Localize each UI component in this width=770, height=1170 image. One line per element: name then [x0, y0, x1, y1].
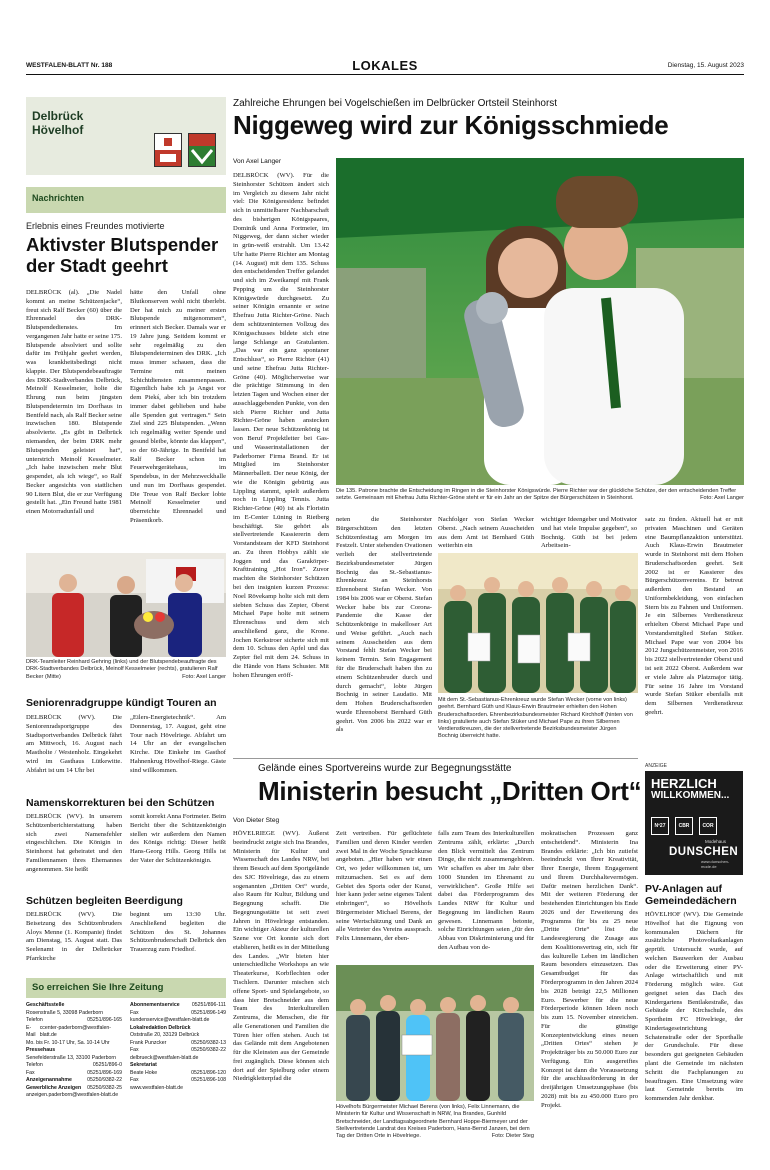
ad-brand: DUNSCHEN: [669, 846, 739, 858]
article-title: Seniorenradgruppe kündigt Touren an: [26, 697, 217, 709]
contact-label: kundenservice@westfalen-blatt.de: [130, 1017, 210, 1024]
ministry-photo-caption: [336, 1104, 534, 1140]
contact-value: 05250/9382-13: [191, 1039, 226, 1046]
article-title-line-1: Aktivster Blutspender: [26, 234, 219, 255]
contact-value: ccenter-paderborn@westfalen-blatt.de: [39, 1024, 112, 1039]
contact-row: [26, 1055, 122, 1063]
contact-label: Fax: [26, 1069, 35, 1076]
contact-row: [26, 1010, 122, 1018]
contact-label: Lokalredaktion Delbrück: [130, 1024, 191, 1031]
article-body-col-1: DELBRÜCK (WV). Die Beisetzung des Schützenbruders Aloys Menne (1. Kompanie) findet am Dienstag, 15. August statt. Das Seelenamt in der Delbrücker Pfarrkirche: [26, 911, 122, 962]
second-article-kicker: Gelände eines Sportvereins wurde zur Begegnungsstätte: [258, 763, 512, 774]
second-article-col-2: Zeit vertreiben. Für geflüchtete Familien und deren Kinder werden zwei Mal in der Woche Sprachkurse angeboten. „Hier haben wir einen Ort, wo jeder willkommen ist, um mitzumachen. Sei es auf dem Gebiet des Sports oder der Kunst, hier kann jeder seine eigenes Talent einbringen“, so Hövelhofs Bürgermeister Michael Berens, der seine Wertschätzung und Dank an alle Vertreter des Vereins aussprach. Felix Linnemann, der eben-: [336, 830, 432, 943]
article-body-col-2: beginnt um 13:30 Uhr. Anschließend begleiten die Schützen des St. Johannes Schützenbruderschaft Delbrück den Trauerzug zum Friedhof.: [130, 911, 226, 954]
honorees-group-photo: [438, 553, 638, 693]
main-article-col-2: neten die Steinhorster Bürgerschützen den letzten Schützenfesttag am Morgen im Festzelt. Unter stehenden Ovationen verlieh der stellvertretende Bezirksbundesmeister Jürgen Bochnig das St.-Sebastianus-Ehrenkreuz an Steinhorsts Ehrenoberst Stefan Wecker. Von 1984 bis 2006 war er Oberst. Stefan Wecker habe bis zur Corona-Pandemie die Kasse der Schützenkönige in makelloser Art und Weise geführt. „Auch nach seinem Ausscheiden aus dem Vorstand fehlt Stefan Wecker bei keinem Termin. Sein Engagement für die Bruderschaft haben ihn zu einem Schützenbruder durch und durch gemacht“, lobte Jürgen Bochnig in seiner Laudatio. Mit dem Hohen Bruderschaftsorden wurde Ehrenoberst Bernhard Güth geehrt. Von 2006 bis 2022 war er als: [336, 516, 432, 734]
article-body-col-2: „Eilers-Energietechnik“. Am Donnerstag, 17. August, geht eine Tour nach Hövelriege. Abfahrt um 14 Uhr an der evangelischen Kirche. Die Einkehr im Gasthof Hahnenkrug Hövelhof-Riege. Gäste sind willkommen.: [130, 714, 226, 774]
contact-value: 05251/896-111: [191, 1002, 226, 1008]
second-article-author: Von Dieter Steg: [233, 817, 280, 824]
contact-label: Mo. bis Fr. 10-17 Uhr, Sa. 10-14 Uhr: [26, 1039, 110, 1046]
contact-row: [26, 1025, 122, 1040]
contact-list-left: [26, 1002, 122, 1100]
contact-row: [26, 1062, 122, 1070]
section-divider: [233, 758, 638, 759]
pv-article-title: PV-Anlagen auf Gemeindedächern: [645, 883, 737, 908]
contact-row: [130, 1085, 226, 1093]
contact-label: Geschäftsstelle: [26, 1002, 65, 1008]
masthead: [26, 57, 744, 75]
ad-subline: Modehaus: [705, 839, 727, 844]
royal-couple-photo: [336, 158, 744, 485]
contact-label: Telefon: [26, 1062, 43, 1069]
delbrueck-crest-icon: [154, 133, 182, 167]
contact-value: 05250/9382-22: [87, 1077, 122, 1084]
contact-label: E-Mail: [26, 1024, 36, 1039]
contact-row: [130, 1010, 226, 1018]
hoevelhof-crest-icon: [188, 133, 216, 167]
contact-label: Gewerbliche Anzeigen: [26, 1084, 82, 1091]
article-body-col-2: hätte den Unfall ohne Blutkonserven wohl nicht überlebt. Der hat mich zu meiner ersten Blutspende mitgenommen“, erinnert sich Becker. Damals war er 19 Jahre jung. Seitdem kommt er sehr regelmäßig zu den Blutspendeterminen des DRK. „Ich muss immer schauen, dass die Termine mit meinen Schichtdiensten zusammenpassen. Eigentlich habe ich ja Angst vor dem Piekś, aber ich bin trotzdem immer dabei geblieben und habe alle Spenden gut vertragen.“ Sein Ziel sind 225 Blutspenden. „Wenn ich regelmäßig weiter Spende und gesund bleibe, könnte das klappen“, so der 60-Jährige. In Bentfeld hat Ralf Becker schon im Feuerwehrgerätehaus, im Spendebus, in der Mehrzweckhalle und nun im Dorfhaus gespendet. Die Treue von Ralf Becker lobte Meinolf Kesselmeier und überreichte Ehrennadel und Präsentkorb.: [130, 289, 226, 524]
ad-url: www.dunschen-mode.de: [701, 859, 730, 870]
second-article-col-4: mokratischen Prozessen ganz entscheidend“. Ministerin Ina Brandes erklärte: „Ich bin zutiefst beeindruckt von Ihrer Kreativität, Ihrer Energie, Ihrem Engagement und Ihrem Durchhaltevermögen. Dafür meinen herzlichen Dank“. Mit der weiteren Förderung der bestehenden Einrichtungen bis Ende 2026 und der Erweiterung des Programms für bis zu 25 neue „Dritte Orte“ löst die Landesregierung die Zusage aus dem Koalitionsvertrag ein, sich für das kulturelle Leben im ländlichen Raum besonders einzusetzen. Das Gesamtbudget für das Förderprogramm in den Jahren 2024 bis 2028 beträgt 22,5 Millionen Euro. Bewerber für die neue Förderperiode können Ideen noch bis zum 15. November einreichen. Für die günstige Konzeptentwicklung eines neuen „Dritten Ortes“ stehen je Projektträger bis zu 50.000 Euro zur Verfügung. Ein ausgereiftes Konzept ist dann die Voraussetzung für die anschlussförderung in der dreijährigen Umsetzungsphase (bis 2028) mit bis zu 450.000 Euro pro Projekt.: [541, 830, 638, 1109]
article-title-line-2: der Stadt geehrt: [26, 254, 168, 276]
brand-logo-icon: Nº27: [651, 817, 669, 835]
local-title-line-1: Delbrück: [32, 109, 84, 123]
contact-label: Telefon: [26, 1017, 43, 1024]
contact-row: [130, 1062, 226, 1070]
second-article-col-3: falls zum Team des Interkulturellen Zentrums zählt, erklärte: „Durch den Blick vermittelt das Zentrum Dinge, die nicht zusammengehören. Wir schaffen es aber im Jahr über 1000 Stunden im Ehrenamt zu verwirklichen“. Große Hilfe sei dabei das Förderprogramm des Landes NRW für Kultur und Begegnung im ländlichen Raum gewesen. Linnemann betonte, solche Einrichtungen seien „für den Abbau von Diskriminierung und für den Aufbau von de-: [438, 830, 534, 951]
article-body-col-2: somit korrekt Anna Fortmeier. Beim Bericht über die Schützenkönigin stellen wir außerdem den Namen des Königs richtig: Dieser heißt Hans-Georg Hills. Georg Hills ist der Vater der Schützenkönigin.: [130, 813, 226, 864]
contact-row: [26, 1047, 122, 1055]
contact-row: [26, 1040, 122, 1048]
ad-headline-line-1: HERZLICH: [651, 776, 717, 791]
contact-row: [130, 1025, 226, 1033]
contact-row: [130, 1002, 226, 1010]
ministry-visit-photo: [336, 965, 534, 1101]
contact-label: Beate Hoke: [130, 1069, 158, 1076]
contact-row: [26, 1092, 122, 1100]
blood-donor-photo: [26, 553, 226, 657]
local-header-box: [26, 97, 226, 175]
contact-row: [130, 1077, 226, 1085]
contact-value: 05251/896-165: [87, 1017, 122, 1024]
contact-label: Frank Punzcker: [130, 1039, 167, 1046]
ad-label: ANZEIGE: [645, 763, 667, 769]
main-photo-credit: Foto: Axel Langer: [700, 495, 744, 502]
group-photo-caption: Mit dem St.-Sebastianus-Ehrenkreuz wurde Stefan Wecker (vorne von links) geehrt. Bernhard Güth und Klaus-Erwin Brautmeier erhielten den Hohen Bruderschaftsorden. Ehrenbezirksbundesmeister Richard Kirchhoff (hinten von links) gratulierte auch Stefan Stüker und Michael Pape zu ihren Silbernen Verdienstkreuzen, die der stellvertretende Bezirksbundesmeister Jürgen Bochnig überreicht hatte.: [438, 697, 633, 740]
contact-list-right: [130, 1002, 226, 1092]
main-article-title: Niggeweg wird zur Königsschmiede: [233, 110, 669, 140]
contact-row: [26, 1002, 122, 1010]
contact-row: [26, 1017, 122, 1025]
contact-row: [26, 1077, 122, 1085]
main-article-kicker: Zahlreiche Ehrungen bei Vogelschießen im Delbrücker Ortsteil Steinhorst: [233, 98, 558, 109]
contact-label: Fax: [130, 1047, 139, 1054]
contact-label: Abonnementservice: [130, 1002, 180, 1008]
ad-headline-line-2: WILLKOMMEN...: [651, 789, 730, 801]
main-article-col-5: satz zu finden. Aktuell hat er mit privaten Maschinen und Geräten eine Baumpflanzaktion unterstützt. Auch Klaus-Erwin Brautmeier wurde in Steinhorst mit dem Hohen Bruderschaftsorden geehrt. Seit 2002 ist er Kassierer des Bürgerschützenvereins. Er betreut außerdem den Bestand an Uniformbekleidung, von einfachen Stern bis zu Fahnen und Uniformen. Je ein Silbernes Verdienstkreuz erhielten Oberst Michael Pape und Vorstandsmitglied Stefan Stüker. Michael Pape war von 2004 bis 2012 Jungschützenmeister, von 2016 bis 2022 stellvertretender Oberst und ist seit 2022 Oberst. Außerdem war er viele Jahre als Platzmajor tätig. Für seine 16 Jahre im Vorstand wurde Stefan Stüker ebenfalls mit dem Silbernen Verdienstkreuz geehrt.: [645, 516, 743, 716]
contact-value: 05250/9382-22: [191, 1047, 226, 1054]
main-article-col-1: DELBRÜCK (WV). Für die Steinhorster Schützen ändert sich im Vergleich zu diesem Jahr nicht viel: Die Königsresidenz befindet sich in unmittelbarer Nachbarschaft des bisherigen Königspaares, Dominik und Anna Fortmeier, im Niggeweg, der dann sicher wieder in grün-weiß erstrahlt. Um 13.42 Uhr hatte Pierre Richter am Montag (14. August) mit dem 135. Schuss den entscheidenden Treffer gelandet und sich im Zweikampf mit Frank Pepping um die Steinhorster Königswürde durchgesetzt. Zu seiner Königin ernannte er seine Ehefrau Jutta Richter-Gröne. Nach dem schützeninternen Vollzug des Königsschusses bildete sich eine lange Schlange an Gratulanten. „Das war ein ganz spontaner Entschluss“, so Pierre Richter (41) und seine Ehefrau Jutta Richter-Gröne (40). Möglicherweise war die prächtige Stimmung in den letzten Tagen und Wochen einer der ausschlaggebenden Punkte, von den sich Pierre Richter und Jutta Richter-Gröne haben anstecken lassen. Der neue Schützenkönig ist von Beruf Projektleiter bei Gas- und Wasserinstallationen der Paderborner Firma Brand. Er ist Mitglied im Steinhorster Männerballett. Der neue König, der wie die Königin gebürtig aus Lippling stammt, spielt außerdem noch in Lippling Tennis. Jutta Richter-Gröne (40) ist als Floristin im E-Center Lüning in Rietberg beschäftigt. Sie gehört als stellvertretende Kassiererin dem Vorstandsteam der KFD Steinhorst an. Zu ihren Hobbys zählt sie Joggen und das Garakörper-Krafttraining „Hot Iron“. Zuvor machten die Steinhorster Schützen bei den insignien kurzen Prozess: Noel Rövekamp holte sich mit dem siebten Schuss das Zepter, Oberst Michael Pape holte mit seinem Ehrenschuss und dem sich anschließend ganz, die Krone. Jochen Kerkstroer sicherte sich mit dem 10. Schuss den Apfel und das Zepter fiel mit dem 24. Schuss in die Hände von Hans Schuster. Mit hohen Ehrungen eröff-: [233, 172, 329, 679]
article-body-col-1: DELBRÜCK (al). „Die Nadel kommt an meine Schützenjacke“, freut sich Ralf Becker (60) über die Ehrennadel des DRK-Blutspendedienstes. Im vergangenen Jahr hatte er seine 175. Blutspende absolviert und sollte dafür im Frühjahr geehrt werden, was krankheitsbedingt nicht klappte. Der Blutspendebeauftragte des DRK-Stadtverbandes Delbrück, Meinolf Kesselmeier, holte die Ehrung nun beim jüngsten Blutspendetermin im Dorfhaus in Bentfeld nach, als Ralf Becker seine inzwischen 180. Blutspende absolvierte. „Es gibt in Delbrück niemanden, der beim DRK mehr Blutspenden geleistet hat“, unterstrich Meinolf Kesselmeier. „Ich habe inzwischen mehr Blut gespendet, als ich wiege“, so Ralf Becker angesichts von stattlichen 90 Litern Blut, die er zur Verfügung gestellt hat. „Ein Freund hatte 1981 einen Motorradunfall und: [26, 289, 122, 516]
masthead-section: LOKALES: [352, 58, 418, 73]
brand-logo-icon: COR: [699, 817, 717, 835]
contact-value: 05251/896-120: [191, 1069, 226, 1076]
contact-row: [26, 1070, 122, 1078]
main-photo-caption-text: Die 135. Patrone brachte die Entscheidung im Ringen in die Steinhorster Königswürde. Pierre Richter war der glückliche Schütze, der den entscheidenden Treffer setzte. Gemeinsam mit Ehefrau Jutta Richter-Gröne steht er für ein Jahr an der Spitze der Bürgerschützen in Steinhorst.: [336, 488, 737, 502]
local-title: [32, 109, 83, 138]
contact-label: Sekretariat: [130, 1062, 157, 1069]
article-title: [26, 235, 226, 276]
photo-caption-text: DRK-Teamleiter Reinhard Gehring (links) und der Blutspendebeauftragte des DRK-Stadtverbandes Delbrück, Meinolf Kesselmeier (rechts), gratulieren Ralf Becker (Mitte): [26, 659, 218, 680]
photo-credit: Foto: Axel Langer: [182, 673, 226, 680]
ad-headline: [651, 777, 729, 801]
contact-label: Senefelderstraße 13, 33100 Paderborn: [26, 1054, 116, 1061]
contact-label: delbrueck@westfalen-blatt.de: [130, 1054, 199, 1061]
contact-label: www.westfalen-blatt.de: [130, 1084, 184, 1091]
article-body-col-1: DELBRÜCK (WV). Die Seniorenradsportgruppe des Stadtsportverbandes Delbrück fährt am Mittwoch, 16. August nach Mastholte / Westenholz. Eingekehrt wird im Gasthaus Lütkewitte. Abfahrt ist um 14 Uhr bei: [26, 714, 122, 774]
article-title: Namenskorrekturen bei den Schützen: [26, 797, 215, 809]
article-kicker: Erlebnis eines Freundes motivierte: [26, 221, 165, 231]
contact-value: 05251/896-0: [92, 1062, 122, 1069]
contact-label: Rosenstraße 5, 33098 Paderborn: [26, 1009, 103, 1016]
second-article-col-1: HÖVELRIEGE (WV). Äußerst beeindruckt zeigte sich Ina Brandes, Ministerin für Kultur und Wissenschaft des Landes NRW, bei ihrem Besuch auf dem Sportgelände des SJC Hövelriege, das zu einem sogenannten „Dritten Ort“ wurde, also Raum für Kultur, Bildung und Begegnung schafft. Die Begegnungsstätte ist seit zwei Jahren in Hövelriege entstanden. Ein wichtiger Akteur der kulturellen Szene vor Ort konnte sich dort etablieren, heißt es in der Mitteilung des Landes. „Wir bieten hier unterschiedliche Workshops an wie Theaterkurse, Korbflechten oder Tischlern. Darunter mischen sich offene Sport- und Spielangebote, so dass hier Bretschneider aus dem Team des Interkulturellen Zentrums, die Menschen, die für alle Generationen und Familien die Türen hier offen stehen. Auch ist das Gelände mit dem Angebotenen für die Kleinsten aus der Gemeinde frei zugänglich. Diese können sich dort auf der Spielburg oder einem Niedrigkletterpfad die: [233, 830, 329, 1083]
pv-article-body: HÖVELHOF (WV). Die Gemeinde Hövelhof hat die Eignung von kommunalen Dächern für zusätzliche Photovoltaikanlagen geprüft. Untersucht wurde, auf welchen Bauwerken der Ausbau oder die Erweiterung einer PV-Anlage wirtschaftlich und mit Förderung möglich wäre. Gut geeignet seien das Dach des Kindergartens Bentlakestraße, das Gebäude der Kirchschule, des Sportheim FC Hövelriege, der Kindertageseinrichtung Schatenstraße oder der Sporthalle der Grundschule. Für diese besonders gut geeigneten Gebäuden plant die Gemeinde im nächsten Schritt die Fachplanungen zu beauftragen. Eine Umsetzung wäre laut Gemeinde bereits im kommenden Jahr denkbar.: [645, 911, 743, 1103]
contact-section-bar: [26, 978, 226, 998]
dunschen-advertisement[interactable]: [645, 771, 743, 875]
contact-row: [26, 1085, 122, 1093]
contact-value: 05251/896-149: [191, 1009, 226, 1016]
local-title-line-2: Hövelhof: [32, 123, 84, 138]
masthead-issue: WESTFALEN-BLATT Nr. 188: [26, 62, 113, 69]
contact-section-title: So erreichen Sie Ihre Zeitung: [32, 982, 164, 993]
brand-logo-icon: CBR: [675, 817, 693, 835]
contact-row: [130, 1070, 226, 1078]
contact-row: [130, 1055, 226, 1063]
second-article-title: Ministerin besucht „Dritten Ort“: [258, 776, 642, 806]
article-body-col-1: DELBRÜCK (WV). In unserem Schützenberichterstattung haben sich zwei Namensfehler eingeschlichen. Die Königin in Steinhorst hat geheiratet und den Familiennamen ihres Ehemannes angenommen. Sie heißt: [26, 813, 122, 873]
ministry-photo-credit: Foto: Dieter Steg: [491, 1133, 534, 1140]
section-bar-label: Nachrichten: [32, 193, 85, 203]
masthead-date: Dienstag, 15. August 2023: [667, 62, 744, 69]
section-bar-nachrichten: [26, 187, 226, 213]
article-title: Schützen begleiten Beerdigung: [26, 895, 183, 907]
contact-row: [130, 1040, 226, 1048]
contact-label: Fax: [130, 1077, 139, 1084]
contact-row: [130, 1047, 226, 1055]
contact-label: anzeigen.paderborn@westfalen-blatt.de: [26, 1092, 119, 1099]
contact-value: 05251/896-108: [191, 1077, 226, 1084]
main-article-col-4: wichtiger Ideengeber und Motivator und hat viele Impulse gegeben“, so Bochnig. Güth ist bei jedem Arbeitsein-: [541, 516, 637, 550]
main-article-col-3: Nachfolger von Stefan Wecker Oberst. „Nach seinem Ausscheiden aus dem Amt ist Bernhard Güth weiterhin ein: [438, 516, 534, 550]
contact-value: 05251/896-169: [87, 1069, 122, 1076]
main-article-author: Von Axel Langer: [233, 158, 282, 165]
contact-label: Pressehaus: [26, 1047, 56, 1054]
contact-label: Anzeigenannahme: [26, 1077, 72, 1084]
contact-value: 05250/9382-25: [87, 1084, 122, 1091]
contact-label: Fax: [130, 1009, 139, 1016]
contact-row: [130, 1017, 226, 1025]
ministry-photo-caption-text: Hövelhofs Bürgermeister Michael Berens (von links), Felix Linnemann, die Ministerin für Kultur und Wissenschaft in NRW, Ina Brandes, Gunhild Bretschneider, der Landtagsabgeordnete Bernhard Hoppe-Biermeyer und der Stellvertretende Landrat des Kreises Paderborn, Hans-Bernd Janzen, bei dem Tag der Dritten Orte in Hövelriege.: [336, 1104, 530, 1140]
main-photo-caption: [336, 488, 744, 503]
contact-row: [130, 1032, 226, 1040]
contact-label: Oststraße 20, 33129 Delbrück: [130, 1032, 200, 1039]
photo-caption: [26, 659, 226, 681]
